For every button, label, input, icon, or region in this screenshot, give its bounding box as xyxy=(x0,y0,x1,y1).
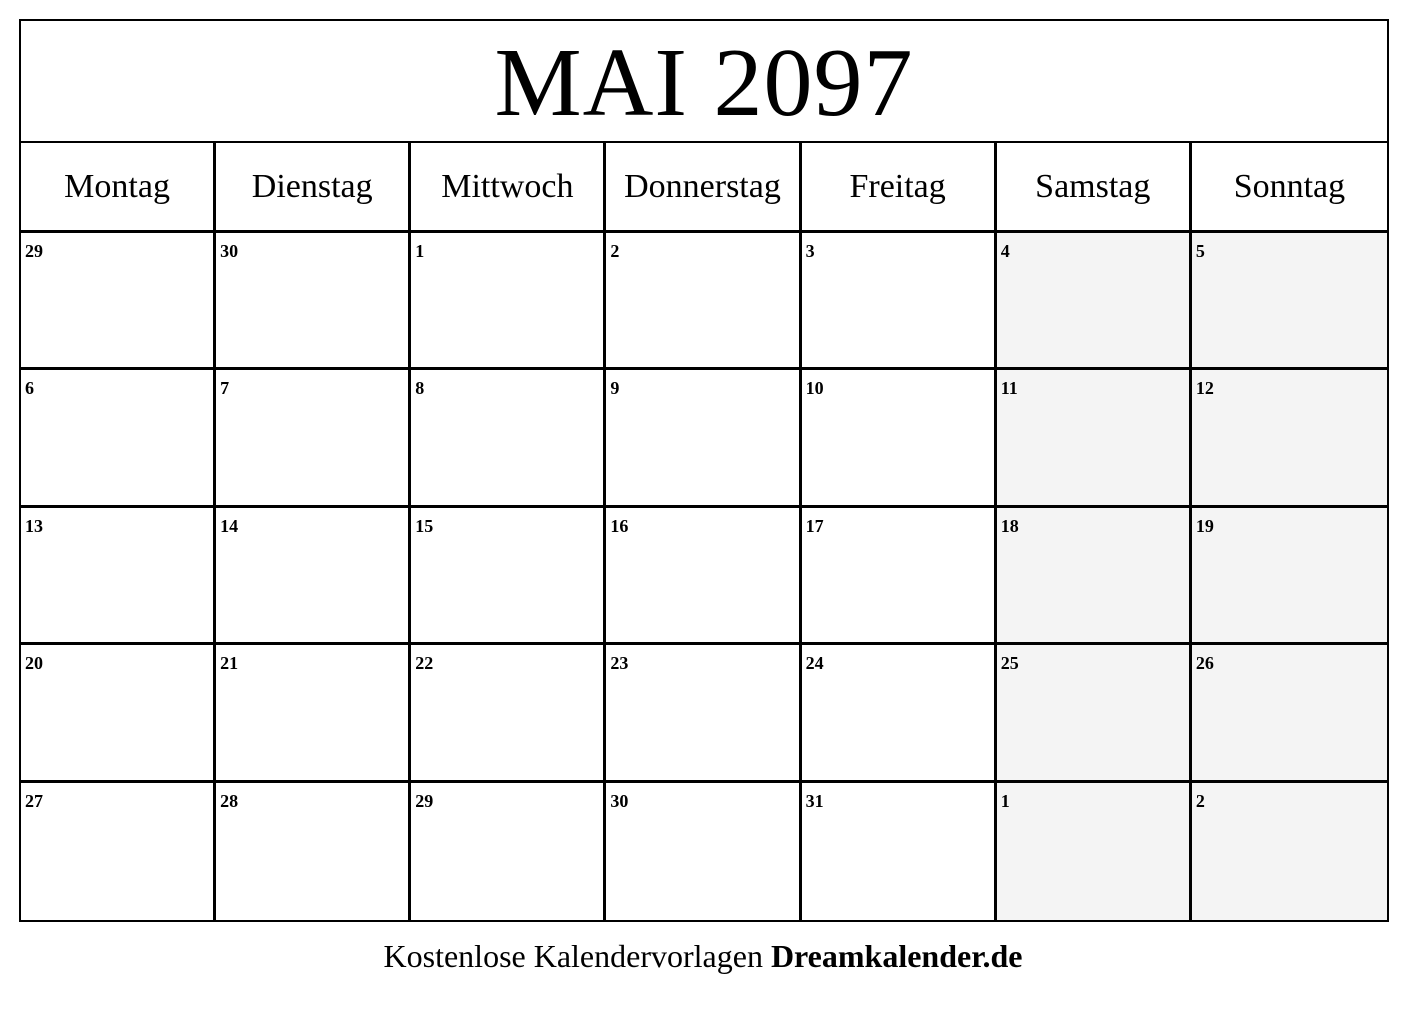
day-number: 2 xyxy=(610,241,620,261)
day-cell xyxy=(21,783,216,920)
day-number: 30 xyxy=(220,241,239,261)
day-number: 24 xyxy=(805,653,824,674)
day-number: 10 xyxy=(805,378,824,399)
weekday-header-friday: Freitag xyxy=(802,143,997,233)
day-cell-weekend xyxy=(1192,370,1387,507)
day-cell xyxy=(21,508,216,645)
day-cell xyxy=(216,645,411,782)
day-number: 16 xyxy=(610,515,629,536)
day-cell xyxy=(216,508,411,645)
day-number: 13 xyxy=(25,515,43,536)
day-cell-weekend xyxy=(997,508,1192,645)
day-number: 29 xyxy=(415,790,434,811)
day-cell xyxy=(411,508,606,645)
day-number: 3 xyxy=(805,241,815,261)
day-number: 18 xyxy=(1000,515,1019,536)
day-cell xyxy=(606,508,801,645)
day-cell xyxy=(606,783,801,920)
weekday-header-wednesday: Mittwoch xyxy=(411,143,606,233)
weekday-header-thursday: Donnerstag xyxy=(606,143,801,233)
day-number: 25 xyxy=(1000,653,1019,674)
day-number: 28 xyxy=(220,790,239,811)
day-number: 5 xyxy=(1195,241,1205,261)
title-bar xyxy=(21,21,1387,143)
day-number: 29 xyxy=(25,241,43,261)
day-cell xyxy=(802,508,997,645)
day-cell-weekend xyxy=(997,370,1192,507)
day-cell xyxy=(802,370,997,507)
day-cell xyxy=(802,645,997,782)
day-number: 4 xyxy=(1000,241,1010,261)
day-cell xyxy=(216,233,411,370)
day-cell xyxy=(21,645,216,782)
calendar-grid xyxy=(21,143,1387,920)
day-cell xyxy=(606,233,801,370)
day-cell xyxy=(411,233,606,370)
weekday-header-monday: Montag xyxy=(21,143,216,233)
day-number: 31 xyxy=(805,790,824,811)
day-number: 30 xyxy=(610,790,629,811)
day-number: 2 xyxy=(1195,790,1205,811)
day-cell-weekend xyxy=(1192,508,1387,645)
footer-text: Kostenlose Kalendervorlagen xyxy=(383,938,763,974)
day-cell xyxy=(802,233,997,370)
calendar xyxy=(19,19,1389,922)
weekday-header-saturday: Samstag xyxy=(997,143,1192,233)
day-cell xyxy=(21,233,216,370)
calendar-title: MAI 2097 xyxy=(494,29,914,137)
day-number: 12 xyxy=(1195,378,1214,399)
day-cell xyxy=(606,645,801,782)
day-number: 9 xyxy=(610,378,620,399)
day-number: 15 xyxy=(415,515,434,536)
day-number: 17 xyxy=(805,515,824,536)
day-cell-weekend xyxy=(997,783,1192,920)
day-number: 6 xyxy=(25,378,34,399)
day-number: 22 xyxy=(415,653,434,674)
day-number: 11 xyxy=(1000,378,1018,399)
weekday-header-tuesday: Dienstag xyxy=(216,143,411,233)
day-number: 14 xyxy=(220,515,239,536)
day-number: 19 xyxy=(1195,515,1214,536)
day-cell xyxy=(216,370,411,507)
day-cell xyxy=(606,370,801,507)
day-cell xyxy=(411,783,606,920)
day-number: 27 xyxy=(25,790,43,811)
weekday-header-sunday: Sonntag xyxy=(1192,143,1387,233)
day-cell-weekend xyxy=(1192,233,1387,370)
day-cell-weekend xyxy=(1192,645,1387,782)
day-cell xyxy=(216,783,411,920)
footer xyxy=(0,938,1406,975)
day-number: 7 xyxy=(220,378,230,399)
day-number: 20 xyxy=(25,653,43,674)
day-number: 1 xyxy=(1000,790,1010,811)
footer-brand-link[interactable]: Dreamkalender.de xyxy=(770,938,1023,974)
day-number: 21 xyxy=(220,653,239,674)
day-cell-weekend xyxy=(997,233,1192,370)
day-number: 8 xyxy=(415,378,425,399)
day-cell-weekend xyxy=(1192,783,1387,920)
day-number: 1 xyxy=(415,241,425,261)
day-cell xyxy=(21,370,216,507)
day-cell xyxy=(411,645,606,782)
day-cell xyxy=(411,370,606,507)
day-number: 26 xyxy=(1195,653,1214,674)
day-cell-weekend xyxy=(997,645,1192,782)
day-cell xyxy=(802,783,997,920)
day-number: 23 xyxy=(610,653,629,674)
